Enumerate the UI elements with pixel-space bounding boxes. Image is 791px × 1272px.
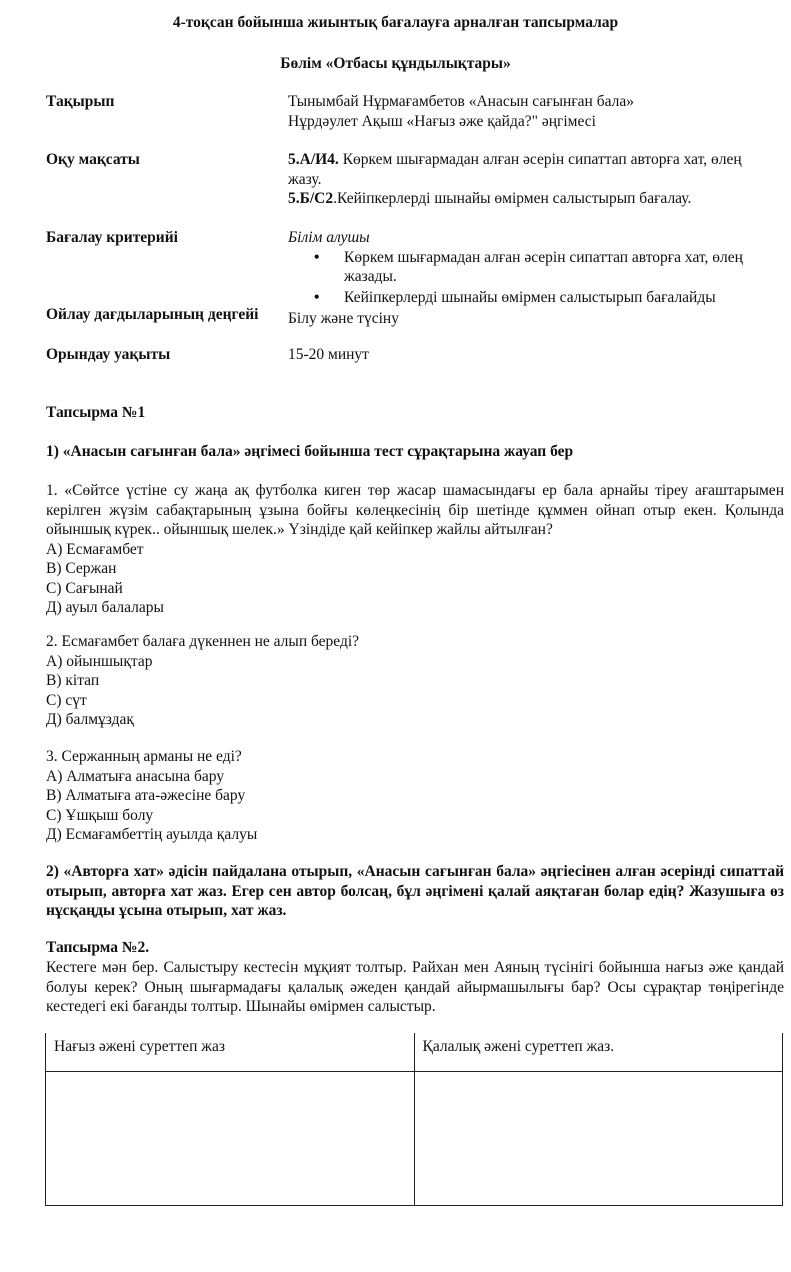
goal-code: 5.А/И4. bbox=[288, 151, 339, 168]
comparison-table bbox=[45, 1033, 783, 1206]
criteria-list bbox=[288, 248, 768, 308]
criteria-item: • Көркем шығармадан алған əсерін сипаттап авторға хат, өлең жазады. bbox=[344, 248, 768, 287]
time-value: 15-20 минут bbox=[288, 346, 369, 363]
answer-option: В) кітап bbox=[46, 672, 100, 689]
question-1 bbox=[46, 481, 784, 618]
thinking-value: Білу жəне түсіну bbox=[288, 310, 399, 327]
thinking-label: Ойлау дағдыларының деңгейі bbox=[46, 306, 259, 323]
table-row bbox=[46, 1072, 783, 1206]
goal-label: Оқу мақсаты bbox=[46, 151, 140, 168]
goal-code: 5.Б/С2 bbox=[288, 190, 334, 207]
question-text: 3. Сержанның арманы не еді? bbox=[46, 748, 242, 765]
topic-value bbox=[288, 92, 768, 131]
answer-cell[interactable] bbox=[414, 1072, 783, 1206]
answer-option: А) Есмағамбет bbox=[46, 540, 144, 558]
question-text: 2. Есмағамбет балаға дүкеннен не алып береді? bbox=[46, 633, 360, 650]
goal-item bbox=[288, 189, 768, 209]
question-text: 1. «Сөйтсе үстіне су жаңа ақ футболка киген төр жасар шамасындағы ер бала арнайы тіреу ағаштарымен керілген жүзім сабақтарының ұзына бойғы көлеңкесінің бір шетінде құммен ойнап отыр екен. Қолында ойыншық күрек.. ойыншық шелек.» Үзіндіде қай кейіпкер жайлы айтылған? bbox=[46, 482, 784, 538]
criteria-value bbox=[288, 228, 768, 307]
goal-value bbox=[288, 150, 768, 209]
column-header: Нағыз əжені суреттеп жаз bbox=[46, 1033, 415, 1072]
answer-option: Д) Есмағамбеттің ауылда қалуы bbox=[46, 826, 258, 843]
criteria-item: • Кейіпкерлерді шынайы өмірмен салыстырып бағалайды bbox=[344, 288, 768, 308]
goal-text: Көркем шығармадан алған əсерін сипаттап авторға хат, өлең жазу. bbox=[288, 151, 742, 188]
criteria-intro: Білім алушы bbox=[288, 229, 370, 246]
topic-label: Тақырып bbox=[46, 93, 115, 110]
table-header-row bbox=[46, 1033, 783, 1072]
document-title: 4-тоқсан бойынша жиынтық бағалауға арналған тапсырмалар bbox=[172, 14, 619, 31]
section-title: Бөлім «Отбасы құндылықтары» bbox=[280, 55, 511, 72]
answer-option: С) сүт bbox=[46, 691, 87, 709]
question-2 bbox=[46, 632, 784, 730]
answer-option: С) Ұшқыш болу bbox=[46, 806, 154, 824]
answer-option: В) Сержан bbox=[46, 560, 117, 577]
answer-option: В) Алматыға ата-əжесіне бару bbox=[46, 787, 246, 804]
task2-text: Кестеге мəн бер. Салыстыру кестесін мұқият толтыр. Райхан мен Аяның түсінігі бойынша нағыз əже қандай болуы керек? Оның шығармадағы қалалық əжеден қандай айырмашылығы бар? Осы сұрақтар төңірегінде кестедегі екі бағанды толтыр. Шынайы өмірмен салыстыр. bbox=[46, 959, 784, 1015]
answer-option: А) Алматыға анасына бару bbox=[46, 767, 225, 785]
task1-subtask1: 1) «Анасын сағынған бала» əңгімесі бойынша тест сұрақтарына жауап бер bbox=[46, 443, 574, 460]
question-3 bbox=[46, 747, 784, 845]
time-label: Орындау уақыты bbox=[46, 346, 171, 363]
answer-option: Д) балмұздақ bbox=[46, 711, 134, 728]
column-header: Қалалық əжені суреттеп жаз. bbox=[414, 1033, 783, 1072]
task1-subtask2: 2) «Авторға хат» əдісін пайдалана отырып, «Анасын сағынған бала» əңгіесінен алған əсерінді сипаттай отырып, авторға хат жаз. Егер сен автор болсаң, бұл əңгімені қалай аяқтаған болар едің? Жазушыға өз нұсқаңды ұсына отырып, хат жаз. bbox=[46, 863, 784, 919]
goal-text: .Кейіпкерлерді шынайы өмірмен салыстырып бағалау. bbox=[333, 190, 692, 207]
task2-heading: Тапсырма №2. bbox=[46, 939, 150, 956]
criteria-label: Бағалау критерийі bbox=[46, 229, 178, 246]
answer-cell[interactable] bbox=[46, 1072, 415, 1206]
goal-item bbox=[288, 150, 768, 189]
answer-option: С) Сағынай bbox=[46, 579, 123, 597]
topic-line: Тынымбай Нұрмағамбетов «Анасын сағынған бала» bbox=[288, 93, 634, 110]
answer-option: Д) ауыл балалары bbox=[46, 599, 164, 616]
task1-heading: Тапсырма №1 bbox=[46, 404, 146, 421]
answer-option: А) ойыншықтар bbox=[46, 652, 153, 670]
topic-line: Нұрдəулет Ақыш «Нағыз əже қайда?" əңгімесі bbox=[288, 112, 596, 130]
